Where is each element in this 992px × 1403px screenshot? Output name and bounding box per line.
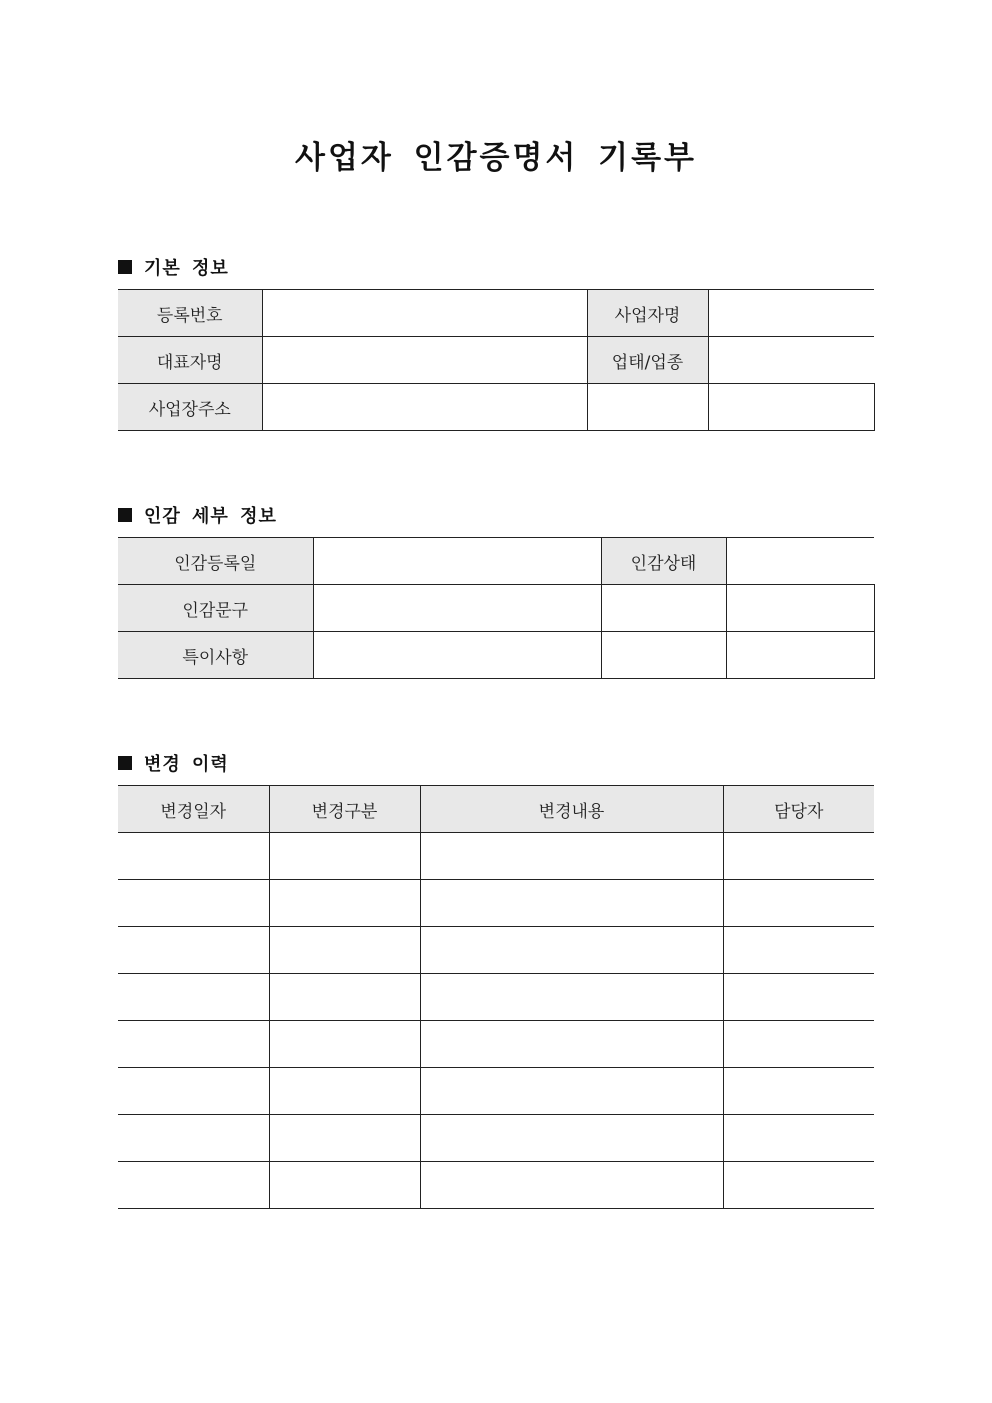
history-cell[interactable] [723,833,874,880]
history-rows [118,833,874,1209]
history-cell[interactable] [420,1162,723,1209]
section-heading-history [118,750,229,776]
square-bullet-icon [118,508,132,522]
table-row [118,1068,874,1115]
label-address: 사업장주소 [118,384,262,431]
history-cell[interactable] [723,1162,874,1209]
history-cell[interactable] [118,927,269,974]
label-biz-name: 사업자명 [587,290,708,337]
field-ceo[interactable] [262,337,587,384]
history-cell[interactable] [269,974,420,1021]
label-ceo: 대표자명 [118,337,262,384]
history-cell[interactable] [723,880,874,927]
history-cell[interactable] [420,1068,723,1115]
history-cell[interactable] [269,1021,420,1068]
field-empty[interactable] [708,384,874,431]
field-seal-text[interactable] [313,585,601,632]
field-status[interactable] [726,538,874,585]
history-cell[interactable] [118,1162,269,1209]
history-cell[interactable] [723,974,874,1021]
field-biz-name[interactable] [708,290,874,337]
history-cell[interactable] [420,974,723,1021]
field-reg-no[interactable] [262,290,587,337]
history-cell[interactable] [269,1162,420,1209]
history-cell[interactable] [118,1021,269,1068]
history-cell[interactable] [420,1021,723,1068]
change-history-table [118,785,874,1209]
label-biz-type: 업태/업종 [587,337,708,384]
section-title: 변경 이력 [144,754,229,775]
section-heading-basic [118,254,229,280]
table-row [118,927,874,974]
history-cell[interactable] [723,1068,874,1115]
history-cell[interactable] [118,1115,269,1162]
history-cell[interactable] [723,1021,874,1068]
history-cell[interactable] [420,1115,723,1162]
column-header-date: 변경일자 [118,786,269,833]
section-title: 기본 정보 [144,258,229,279]
table-row [118,1021,874,1068]
history-cell[interactable] [723,927,874,974]
history-cell[interactable] [269,1068,420,1115]
square-bullet-icon [118,756,132,770]
label-reg-date: 인감등록일 [118,538,313,585]
table-row [118,1115,874,1162]
square-bullet-icon [118,260,132,274]
history-cell[interactable] [269,880,420,927]
history-cell[interactable] [269,1115,420,1162]
history-cell[interactable] [118,833,269,880]
field-address[interactable] [262,384,587,431]
label-reg-no: 등록번호 [118,290,262,337]
history-cell[interactable] [420,927,723,974]
seal-detail-table [118,537,875,679]
section-title: 인감 세부 정보 [144,506,277,527]
label-status: 인감상태 [601,538,726,585]
history-cell[interactable] [118,974,269,1021]
table-row [118,833,874,880]
table-row [118,880,874,927]
field-empty[interactable] [726,632,874,679]
column-header-content: 변경내용 [420,786,723,833]
field-empty[interactable] [601,632,726,679]
column-header-manager: 담당자 [723,786,874,833]
history-cell[interactable] [118,1068,269,1115]
label-seal-text: 인감문구 [118,585,313,632]
history-cell[interactable] [420,880,723,927]
field-reg-date[interactable] [313,538,601,585]
field-empty[interactable] [601,585,726,632]
label-notes: 특이사항 [118,632,313,679]
section-heading-seal [118,502,277,528]
field-biz-type[interactable] [708,337,874,384]
history-cell[interactable] [723,1115,874,1162]
document-title: 사업자 인감증명서 기록부 [295,140,697,176]
table-row [118,1162,874,1209]
field-empty[interactable] [726,585,874,632]
basic-info-table [118,289,875,431]
history-cell[interactable] [269,927,420,974]
field-empty[interactable] [587,384,708,431]
table-row [118,974,874,1021]
field-notes[interactable] [313,632,601,679]
column-header-type: 변경구분 [269,786,420,833]
history-cell[interactable] [118,880,269,927]
history-cell[interactable] [269,833,420,880]
history-cell[interactable] [420,833,723,880]
